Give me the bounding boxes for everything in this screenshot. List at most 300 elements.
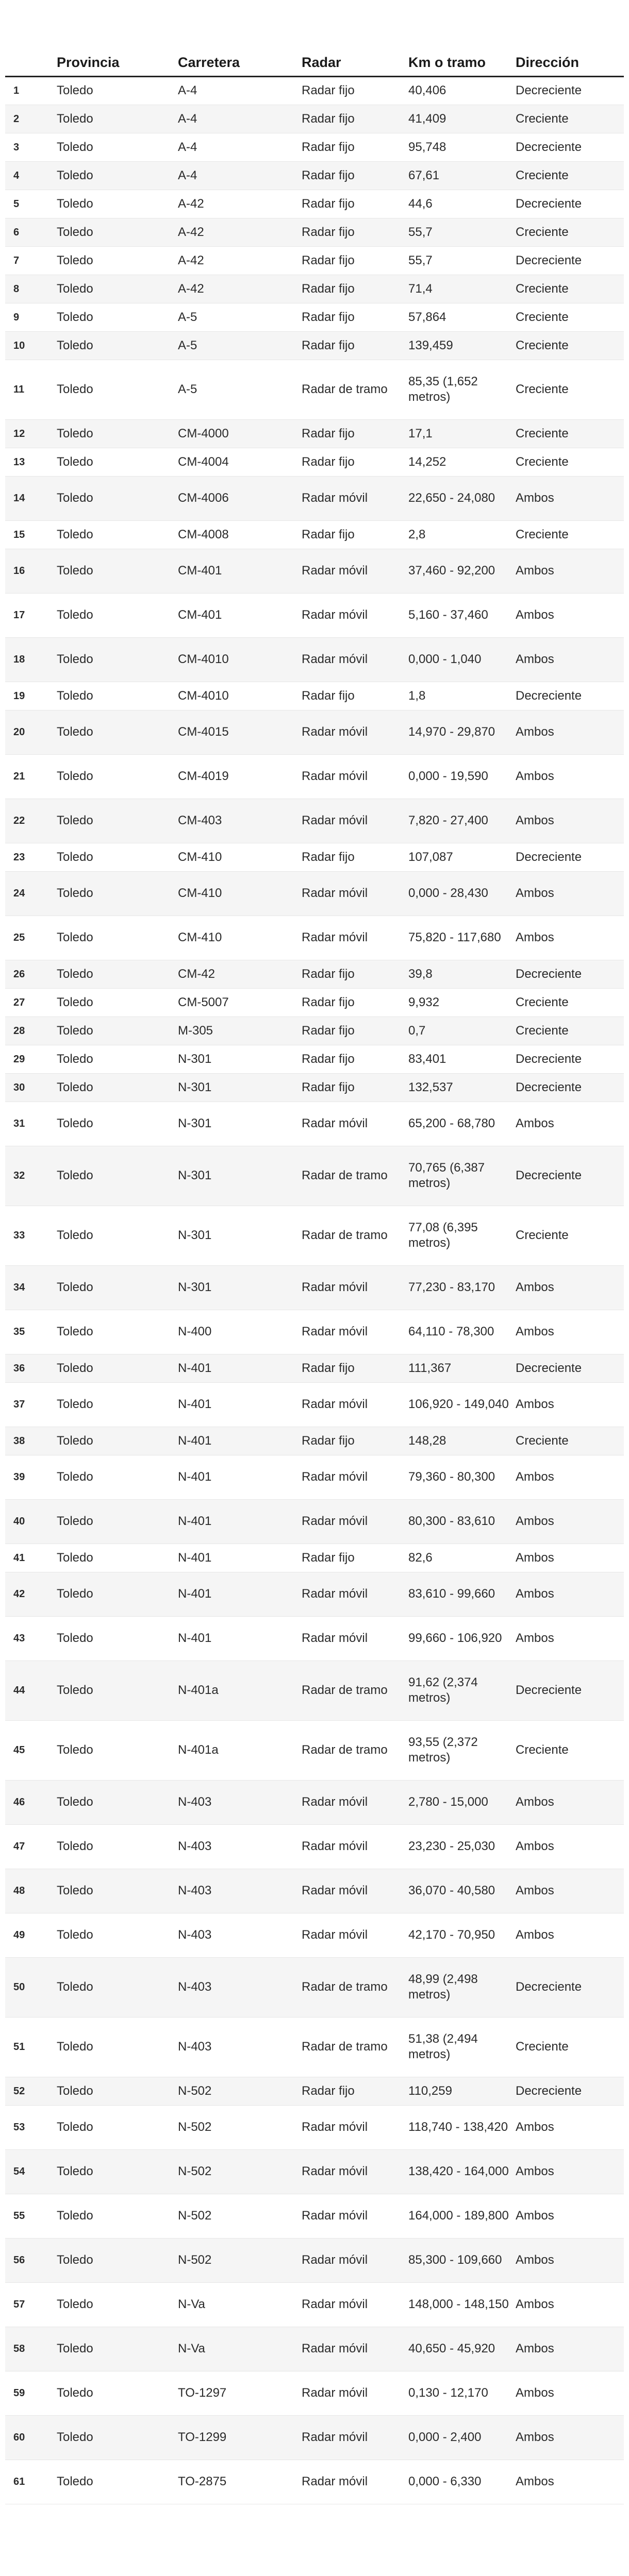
row-number: 45 — [13, 1744, 25, 1756]
cell-km: 71,4 — [408, 281, 433, 296]
table-row — [5, 1913, 624, 1957]
cell-carretera: N-502 — [178, 2253, 212, 2267]
cell-direccion: Decreciente — [516, 688, 582, 703]
cell-provincia: Toledo — [57, 491, 93, 505]
table-row — [5, 448, 624, 476]
cell-direccion: Creciente — [516, 111, 569, 126]
cell-direccion: Creciente — [516, 310, 569, 324]
row-number: 58 — [13, 2343, 25, 2354]
cell-direccion: Ambos — [516, 1928, 554, 1942]
cell-provincia: Toledo — [57, 2209, 93, 2223]
cell-provincia: Toledo — [57, 1550, 93, 1565]
cell-carretera: TO-1299 — [178, 2430, 227, 2444]
cell-km: 0,000 - 28,430 — [408, 886, 488, 900]
cell-direccion: Ambos — [516, 1397, 554, 1411]
cell-direccion: Decreciente — [516, 253, 582, 267]
cell-km: 70,765 (6,387 metros) — [408, 1161, 485, 1190]
table-row — [5, 1572, 624, 1616]
cell-carretera: CM-410 — [178, 886, 222, 900]
cell-km: 99,660 - 106,920 — [408, 1631, 502, 1645]
cell-km: 91,62 (2,374 metros) — [408, 1675, 478, 1705]
row-number: 56 — [13, 2255, 25, 2266]
cell-direccion: Creciente — [516, 527, 569, 541]
cell-km: 0,130 - 12,170 — [408, 2386, 488, 2400]
cell-provincia: Toledo — [57, 769, 93, 783]
cell-carretera: N-401 — [178, 1631, 212, 1645]
cell-carretera: N-502 — [178, 2209, 212, 2223]
cell-km: 22,650 - 24,080 — [408, 491, 495, 505]
table-row — [5, 637, 624, 682]
cell-carretera: A-42 — [178, 253, 204, 267]
cell-km: 93,55 (2,372 metros) — [408, 1735, 478, 1765]
cell-provincia: Toledo — [57, 168, 93, 182]
cell-provincia: Toledo — [57, 281, 93, 296]
cell-carretera: N-301 — [178, 1280, 212, 1294]
cell-carretera: N-301 — [178, 1168, 212, 1182]
cell-direccion: Ambos — [516, 1116, 554, 1130]
row-number: 54 — [13, 2166, 25, 2177]
row-number: 39 — [13, 1471, 25, 1483]
row-number: 3 — [13, 141, 20, 153]
cell-carretera: A-5 — [178, 382, 197, 396]
row-number: 17 — [13, 609, 25, 621]
cell-provincia: Toledo — [57, 688, 93, 703]
cell-carretera: N-301 — [178, 1080, 212, 1094]
cell-direccion: Ambos — [516, 2120, 554, 2134]
cell-provincia: Toledo — [57, 196, 93, 211]
cell-provincia: Toledo — [57, 930, 93, 944]
cell-km: 118,740 - 138,420 — [408, 2120, 508, 2134]
cell-km: 80,300 - 83,610 — [408, 1514, 495, 1528]
cell-km: 0,7 — [408, 1023, 426, 1038]
cell-km: 0,000 - 1,040 — [408, 652, 482, 666]
cell-carretera: A-5 — [178, 338, 197, 352]
cell-radar: Radar móvil — [302, 1325, 368, 1338]
table-row — [5, 161, 624, 190]
cell-direccion: Ambos — [516, 1325, 554, 1338]
cell-carretera: A-4 — [178, 168, 197, 182]
cell-radar: Radar móvil — [302, 1514, 368, 1528]
cell-provincia: Toledo — [57, 725, 93, 739]
cell-direccion: Ambos — [516, 1587, 554, 1601]
cell-radar: Radar móvil — [302, 1928, 368, 1942]
cell-radar: Radar móvil — [302, 2253, 368, 2267]
cell-provincia: Toledo — [57, 140, 93, 154]
row-number: 40 — [13, 1516, 25, 1527]
cell-direccion: Decreciente — [516, 2083, 582, 2098]
row-number: 37 — [13, 1399, 25, 1410]
row-number: 2 — [13, 113, 20, 125]
cell-carretera: N-Va — [178, 2297, 205, 2311]
row-number: 11 — [13, 384, 25, 395]
row-number: 38 — [13, 1435, 25, 1447]
cell-carretera: CM-4000 — [178, 426, 229, 440]
table-row — [5, 1310, 624, 1354]
cell-carretera: TO-2875 — [178, 2475, 227, 2488]
cell-radar: Radar fijo — [302, 527, 355, 541]
cell-radar: Radar fijo — [302, 1550, 355, 1565]
row-number: 33 — [13, 1230, 25, 1241]
table-row — [5, 754, 624, 799]
cell-direccion: Creciente — [516, 1433, 569, 1448]
row-number: 47 — [13, 1841, 25, 1852]
cell-radar: Radar fijo — [302, 253, 355, 267]
cell-radar: Radar fijo — [302, 967, 355, 981]
cell-carretera: CM-4010 — [178, 688, 229, 703]
cell-carretera: N-401 — [178, 1587, 212, 1601]
cell-provincia: Toledo — [57, 253, 93, 267]
table-row — [5, 331, 624, 360]
cell-direccion: Ambos — [516, 608, 554, 622]
cell-provincia: Toledo — [57, 2342, 93, 2355]
cell-direccion: Ambos — [516, 886, 554, 900]
cell-radar: Radar móvil — [302, 608, 368, 622]
cell-carretera: CM-4010 — [178, 652, 229, 666]
table-row — [5, 520, 624, 549]
cell-provincia: Toledo — [57, 2083, 93, 2098]
table-row — [5, 2017, 624, 2077]
cell-provincia: Toledo — [57, 454, 93, 469]
cell-direccion: Creciente — [516, 454, 569, 469]
cell-provincia: Toledo — [57, 1361, 93, 1375]
cell-radar: Radar de tramo — [302, 1743, 388, 1757]
table-row — [5, 549, 624, 593]
cell-direccion: Creciente — [516, 1228, 569, 1242]
cell-radar: Radar fijo — [302, 2083, 355, 2098]
cell-provincia: Toledo — [57, 1683, 93, 1697]
cell-carretera: CM-4006 — [178, 491, 229, 505]
cell-km: 106,920 - 149,040 — [408, 1397, 509, 1411]
cell-radar: Radar móvil — [302, 725, 368, 739]
cell-km: 40,650 - 45,920 — [408, 2342, 495, 2355]
cell-provincia: Toledo — [57, 1080, 93, 1094]
table-row — [5, 1499, 624, 1544]
row-number: 15 — [13, 529, 25, 540]
row-number: 7 — [13, 255, 20, 266]
cell-direccion: Creciente — [516, 995, 569, 1009]
table-row — [5, 275, 624, 303]
cell-direccion: Ambos — [516, 491, 554, 505]
row-number: 14 — [13, 493, 25, 504]
cell-radar: Radar móvil — [302, 2475, 368, 2488]
cell-provincia: Toledo — [57, 1470, 93, 1484]
cell-direccion: Creciente — [516, 168, 569, 182]
cell-direccion: Decreciente — [516, 1980, 582, 1994]
cell-carretera: CM-4008 — [178, 527, 229, 541]
cell-provincia: Toledo — [57, 850, 93, 864]
header-km: Km o tramo — [408, 54, 486, 70]
cell-radar: Radar móvil — [302, 1631, 368, 1645]
cell-km: 64,110 - 78,300 — [408, 1325, 494, 1338]
cell-direccion: Ambos — [516, 2209, 554, 2223]
table-row — [5, 1045, 624, 1073]
cell-radar: Radar fijo — [302, 310, 355, 324]
cell-carretera: N-401 — [178, 1514, 212, 1528]
cell-radar: Radar fijo — [302, 1080, 355, 1094]
row-number: 51 — [13, 2041, 25, 2053]
table-row — [5, 1455, 624, 1499]
cell-carretera: N-401 — [178, 1433, 212, 1448]
table-row — [5, 1427, 624, 1455]
cell-carretera: CM-410 — [178, 850, 222, 864]
row-number: 25 — [13, 932, 25, 943]
table-row — [5, 593, 624, 637]
row-number: 48 — [13, 1885, 25, 1896]
cell-provincia: Toledo — [57, 1116, 93, 1130]
table-row — [5, 2149, 624, 2194]
row-number: 46 — [13, 1797, 25, 1808]
cell-provincia: Toledo — [57, 886, 93, 900]
cell-km: 55,7 — [408, 253, 433, 267]
cell-direccion: Ambos — [516, 814, 554, 827]
cell-radar: Radar móvil — [302, 886, 368, 900]
row-number: 50 — [13, 1981, 25, 1993]
cell-carretera: CM-4015 — [178, 725, 229, 739]
cell-carretera: CM-4019 — [178, 769, 229, 783]
table-row — [5, 2327, 624, 2371]
table-row — [5, 303, 624, 331]
cell-carretera: A-4 — [178, 111, 197, 126]
cell-radar: Radar fijo — [302, 140, 355, 154]
table-row — [5, 1660, 624, 1720]
cell-direccion: Decreciente — [516, 140, 582, 154]
row-number: 6 — [13, 226, 20, 238]
row-number: 41 — [13, 1552, 25, 1564]
cell-carretera: N-502 — [178, 2083, 212, 2098]
cell-provincia: Toledo — [57, 426, 93, 440]
header-num — [5, 21, 57, 76]
cell-provincia: Toledo — [57, 564, 93, 578]
table-row — [5, 76, 624, 105]
cell-radar: Radar fijo — [302, 281, 355, 296]
table-row — [5, 1957, 624, 2017]
cell-carretera: N-401 — [178, 1550, 212, 1565]
cell-km: 44,6 — [408, 196, 433, 211]
cell-provincia: Toledo — [57, 995, 93, 1009]
row-number: 36 — [13, 1362, 25, 1374]
cell-radar: Radar móvil — [302, 1839, 368, 1853]
cell-radar: Radar móvil — [302, 1470, 368, 1484]
cell-direccion: Ambos — [516, 652, 554, 666]
cell-direccion: Decreciente — [516, 1361, 582, 1375]
cell-direccion: Ambos — [516, 1631, 554, 1645]
cell-radar: Radar móvil — [302, 1587, 368, 1601]
cell-km: 148,28 — [408, 1433, 446, 1448]
cell-provincia: Toledo — [57, 2253, 93, 2267]
table-row — [5, 218, 624, 246]
row-number: 26 — [13, 968, 25, 980]
cell-km: 23,230 - 25,030 — [408, 1839, 495, 1853]
cell-carretera: N-Va — [178, 2342, 205, 2355]
cell-provincia: Toledo — [57, 310, 93, 324]
cell-carretera: CM-410 — [178, 930, 222, 944]
table-row — [5, 2105, 624, 2149]
cell-carretera: N-401a — [178, 1743, 219, 1757]
table-row — [5, 2460, 624, 2504]
cell-direccion: Ambos — [516, 1550, 554, 1565]
cell-km: 110,259 — [408, 2083, 452, 2098]
cell-direccion: Decreciente — [516, 967, 582, 981]
table-row — [5, 1016, 624, 1045]
row-number: 16 — [13, 565, 25, 577]
table-row — [5, 1824, 624, 1869]
cell-direccion: Ambos — [516, 930, 554, 944]
table-row — [5, 133, 624, 161]
cell-radar: Radar móvil — [302, 1397, 368, 1411]
cell-km: 17,1 — [408, 426, 433, 440]
cell-radar: Radar móvil — [302, 2430, 368, 2444]
cell-direccion: Creciente — [516, 338, 569, 352]
cell-radar: Radar móvil — [302, 1795, 368, 1809]
cell-km: 2,780 - 15,000 — [408, 1795, 488, 1809]
header-provincia: Provincia — [57, 54, 120, 70]
cell-provincia: Toledo — [57, 1433, 93, 1448]
cell-carretera: CM-403 — [178, 814, 222, 827]
row-number: 29 — [13, 1053, 25, 1065]
cell-carretera: N-401 — [178, 1470, 212, 1484]
cell-radar: Radar fijo — [302, 111, 355, 126]
cell-radar: Radar móvil — [302, 2209, 368, 2223]
table-row — [5, 843, 624, 871]
row-number: 49 — [13, 1929, 25, 1941]
row-number: 61 — [13, 2476, 25, 2487]
row-number: 44 — [13, 1685, 25, 1696]
cell-provincia: Toledo — [57, 225, 93, 239]
row-number: 60 — [13, 2432, 25, 2443]
table-header — [5, 21, 624, 76]
cell-km: 5,160 - 37,460 — [408, 608, 488, 622]
cell-radar: Radar fijo — [302, 995, 355, 1009]
header-row — [5, 21, 624, 76]
table-row — [5, 2194, 624, 2238]
cell-carretera: A-4 — [178, 140, 197, 154]
row-number: 42 — [13, 1588, 25, 1600]
cell-direccion: Ambos — [516, 2386, 554, 2400]
row-number: 27 — [13, 996, 25, 1008]
cell-direccion: Creciente — [516, 225, 569, 239]
cell-carretera: N-400 — [178, 1325, 212, 1338]
cell-provincia: Toledo — [57, 1325, 93, 1338]
row-number: 55 — [13, 2210, 25, 2222]
cell-direccion: Ambos — [516, 2253, 554, 2267]
cell-provincia: Toledo — [57, 527, 93, 541]
cell-radar: Radar móvil — [302, 2297, 368, 2311]
table-row — [5, 1146, 624, 1206]
cell-direccion: Creciente — [516, 1743, 569, 1757]
cell-provincia: Toledo — [57, 1280, 93, 1294]
table-row — [5, 1720, 624, 1780]
header-direccion: Dirección — [516, 54, 580, 70]
cell-carretera: N-403 — [178, 1884, 212, 1897]
table-row — [5, 1101, 624, 1146]
cell-carretera: CM-401 — [178, 564, 222, 578]
cell-provincia: Toledo — [57, 2164, 93, 2178]
cell-direccion: Decreciente — [516, 83, 582, 97]
table-row — [5, 105, 624, 133]
cell-direccion: Ambos — [516, 2297, 554, 2311]
cell-radar: Radar de tramo — [302, 1683, 388, 1697]
cell-direccion: Decreciente — [516, 1683, 582, 1697]
cell-direccion: Ambos — [516, 769, 554, 783]
row-number: 32 — [13, 1170, 25, 1181]
cell-km: 164,000 - 189,800 — [408, 2209, 509, 2223]
cell-provincia: Toledo — [57, 1397, 93, 1411]
cell-carretera: N-401 — [178, 1361, 212, 1375]
cell-direccion: Ambos — [516, 1470, 554, 1484]
row-number: 20 — [13, 726, 25, 738]
cell-radar: Radar fijo — [302, 1433, 355, 1448]
table-row — [5, 1382, 624, 1427]
cell-radar: Radar móvil — [302, 2164, 368, 2178]
cell-direccion: Ambos — [516, 1839, 554, 1853]
cell-km: 55,7 — [408, 225, 433, 239]
table-row — [5, 960, 624, 988]
row-number: 34 — [13, 1282, 25, 1293]
cell-provincia: Toledo — [57, 967, 93, 981]
cell-km: 95,748 — [408, 140, 446, 154]
cell-carretera: N-502 — [178, 2120, 212, 2134]
table-row — [5, 1780, 624, 1824]
cell-provincia: Toledo — [57, 382, 93, 396]
cell-radar: Radar fijo — [302, 225, 355, 239]
row-number: 59 — [13, 2387, 25, 2399]
cell-direccion: Ambos — [516, 564, 554, 578]
cell-km: 67,61 — [408, 168, 440, 182]
cell-direccion: Decreciente — [516, 1168, 582, 1182]
table-row — [5, 1206, 624, 1265]
cell-km: 14,252 — [408, 454, 446, 469]
cell-direccion: Creciente — [516, 382, 569, 396]
row-number: 30 — [13, 1081, 25, 1093]
cell-km: 48,99 (2,498 metros) — [408, 1972, 478, 2002]
cell-radar: Radar móvil — [302, 652, 368, 666]
cell-radar: Radar móvil — [302, 2120, 368, 2134]
cell-carretera: M-305 — [178, 1023, 213, 1038]
cell-direccion: Ambos — [516, 1884, 554, 1897]
cell-provincia: Toledo — [57, 2040, 93, 2054]
row-number: 12 — [13, 428, 25, 439]
cell-provincia: Toledo — [57, 1631, 93, 1645]
table-row — [5, 419, 624, 448]
cell-direccion: Ambos — [516, 1795, 554, 1809]
row-number: 18 — [13, 654, 25, 665]
cell-provincia: Toledo — [57, 2430, 93, 2444]
cell-provincia: Toledo — [57, 1587, 93, 1601]
cell-direccion: Ambos — [516, 1280, 554, 1294]
cell-radar: Radar fijo — [302, 1361, 355, 1375]
cell-km: 79,360 - 80,300 — [408, 1470, 495, 1484]
cell-km: 0,000 - 6,330 — [408, 2475, 482, 2488]
cell-km: 82,6 — [408, 1550, 433, 1565]
cell-carretera: CM-4004 — [178, 454, 229, 469]
cell-carretera: N-401 — [178, 1397, 212, 1411]
table-body — [5, 76, 624, 2504]
table-row — [5, 1616, 624, 1660]
cell-carretera: N-403 — [178, 1928, 212, 1942]
cell-radar: Radar móvil — [302, 564, 368, 578]
cell-km: 40,406 — [408, 83, 446, 97]
cell-provincia: Toledo — [57, 83, 93, 97]
cell-carretera: N-301 — [178, 1116, 212, 1130]
table-row — [5, 916, 624, 960]
cell-provincia: Toledo — [57, 1228, 93, 1242]
cell-provincia: Toledo — [57, 652, 93, 666]
table-row — [5, 2077, 624, 2105]
cell-radar: Radar fijo — [302, 454, 355, 469]
row-number: 28 — [13, 1025, 25, 1037]
cell-radar: Radar de tramo — [302, 1980, 388, 1994]
table-row — [5, 799, 624, 843]
